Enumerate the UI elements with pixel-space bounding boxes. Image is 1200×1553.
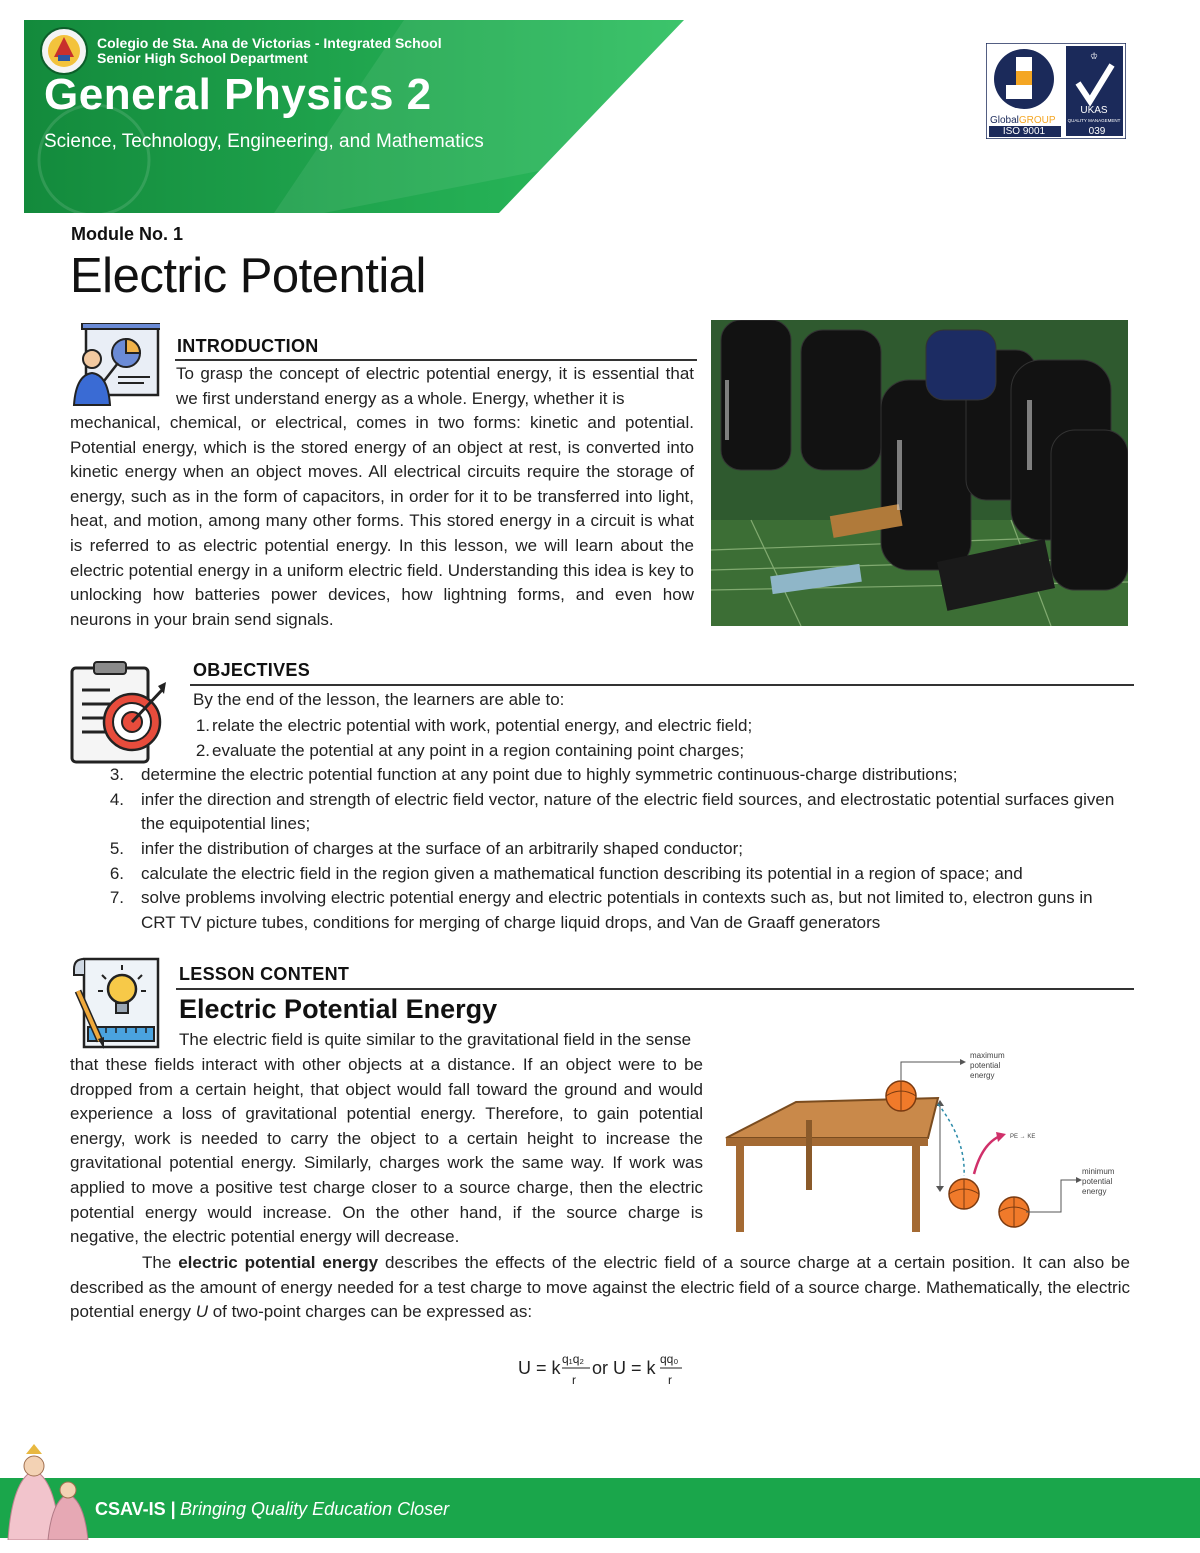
- objective-number: 4.: [109, 789, 124, 809]
- para2-end: of two-point charges can be expressed as:: [207, 1302, 533, 1322]
- min-label-line1: minimum: [1082, 1167, 1115, 1176]
- lesson-text: that these fields interact with other objects at a distance. If an object were to be dropped from a certain height, that object would fall toward the ground and would experience a loss of gravitational potential energy. Therefore, to gain potential energy, work is needed to carry the object to a certain height to increase the gravitational potential energy. Similarly, charges work the same way. If work was applied to move a positive test charge closer to a source charge, then the electric potential energy would increase. On the other hand, if the source charge is negative, the electric potential energy will decrease.: [70, 1055, 703, 1247]
- objective-text: infer the direction and strength of electric field vector, nature of the electric field sources, and electrostatic potential surfaces given the equipotential lines;: [141, 789, 1115, 834]
- max-label-line1: maximum: [970, 1051, 1005, 1060]
- presentation-icon: [72, 323, 160, 407]
- lesson-content-heading: LESSON CONTENT: [179, 964, 350, 984]
- pe-ke-label: PE → KE: [1010, 1134, 1036, 1140]
- objective-number: 5.: [109, 838, 124, 858]
- formula-numerator-1: q₁q₂: [562, 1352, 585, 1366]
- introduction-text: mechanical, chemical, or electrical, comes in two forms: kinetic and potential. Potential energy, which is the stored energy of an object at rest, is converted into kinetic energy when an object moves. All electrical circuits require the storage of energy, such as in the form of capacitors, in order for it to be transferred into light, heat, and motion, among many other forms. This stored energy in a circuit is what is referred to as electric potential energy. In this lesson, we will learn about the electric potential energy in a uniform electric field. Understanding this idea is key to unlocking how batteries power devices, how lightning forms, and even how neurons in your brain send signals.: [70, 413, 694, 629]
- module-number: Module No. 1: [71, 224, 183, 244]
- module-title: Electric Potential: [70, 249, 426, 303]
- introduction-divider: [175, 359, 697, 361]
- objective-item: [70, 862, 1130, 887]
- introduction-text-top: To grasp the concept of electric potential energy, it is essential that we first understand energy as a whole. Energy, whether it is: [176, 364, 694, 408]
- objective-item: [70, 714, 1130, 739]
- formula-denominator-2: r: [668, 1373, 672, 1387]
- school-name: Colegio de Sta. Ana de Victorias - Integrated School: [97, 35, 442, 51]
- objectives-heading: OBJECTIVES: [193, 660, 311, 680]
- objective-text: solve problems involving electric potential energy and electric potentials in contexts such as, but not limited to, electron guns in CRT TV picture tubes, conditions for merging of charge liquid drops, and Van de Graaff generators: [141, 888, 1093, 932]
- objective-item: [70, 886, 1130, 935]
- iso-certification-badge: [986, 43, 1126, 139]
- subject-title: General Physics 2: [44, 70, 432, 119]
- global-label-b: GROUP: [1018, 115, 1056, 126]
- objective-number: 1.: [195, 716, 210, 735]
- para2-start: The: [142, 1253, 179, 1272]
- lightbulb-idea-icon: [70, 955, 162, 1051]
- objective-text: infer the distribution of charges at the surface of an arbitrarily shaped conductor;: [141, 838, 743, 858]
- introduction-heading: INTRODUCTION: [177, 336, 319, 356]
- objective-item: [70, 788, 1130, 837]
- objective-text: calculate the electric field in the region given a mathematical function describing its potential in a region of space; and: [141, 863, 1023, 883]
- patron-figure-icon: [4, 1440, 94, 1540]
- min-label-line2: potential: [1082, 1177, 1113, 1186]
- objectives-lead: By the end of the lesson, the learners are able to:: [193, 690, 565, 709]
- objectives-divider: [190, 684, 1134, 686]
- potential-energy-diagram: [716, 1040, 1136, 1240]
- objective-item: [70, 739, 1130, 764]
- formula-or: or U = k: [592, 1358, 656, 1378]
- lesson-text-top: The electric field is quite similar to the gravitational field in the sense: [179, 1030, 692, 1049]
- footer-brand: CSAV-IS |: [95, 1499, 176, 1519]
- ukas-label: UKAS: [1080, 105, 1108, 116]
- para2-middle: describes the effects of the electric field of a source charge at a certain position. It can also be described as the amount of energy needed for a test charge to move against the electric field of a source charge. Mathematically, the electric potential energy: [70, 1253, 1130, 1322]
- formula-lhs: U = k: [518, 1358, 561, 1378]
- min-label-line3: energy: [1082, 1187, 1107, 1196]
- objective-number: 3.: [109, 765, 124, 785]
- objective-item: [70, 837, 1130, 862]
- objective-number: 2.: [195, 740, 210, 760]
- global-label-a: Global: [990, 115, 1019, 126]
- iso-label: ISO 9001: [1002, 126, 1046, 137]
- lesson-paragraph-2: [70, 1251, 1130, 1325]
- svg-text:GlobalGROUP: [990, 115, 1056, 126]
- svg-text:♔: ♔: [1089, 52, 1099, 62]
- strand-name: Science, Technology, Engineering, and Mathematics: [44, 131, 484, 152]
- objectives-list: [70, 714, 1130, 935]
- max-label-line3: energy: [970, 1071, 995, 1080]
- objective-item: [70, 763, 1130, 788]
- objective-number: 7.: [109, 888, 124, 908]
- max-label-line2: potential: [970, 1061, 1001, 1070]
- lesson-content-divider: [176, 988, 1134, 990]
- formula-denominator-1: r: [572, 1373, 576, 1387]
- department-name: Senior High School Department: [97, 50, 308, 66]
- ukas-number: 039: [1088, 126, 1106, 137]
- para2-bold-term: electric potential energy: [178, 1253, 379, 1272]
- para2-variable: U: [195, 1302, 208, 1322]
- objective-text: determine the electric potential function at any point due to highly symmetric continuous-charge distributions;: [141, 765, 958, 785]
- school-seal-icon: [40, 27, 88, 75]
- formula-numerator-2: qq₀: [660, 1352, 679, 1366]
- circuit-board-photo: [711, 320, 1128, 626]
- lesson-subheading: Electric Potential Energy: [179, 994, 498, 1024]
- objective-text: relate the electric potential with work, potential energy, and electric field;: [212, 716, 753, 735]
- objective-text: evaluate the potential at any point in a region containing point charges;: [212, 740, 745, 760]
- objective-number: 6.: [109, 863, 124, 883]
- footer-tagline: Bringing Quality Education Closer: [180, 1499, 450, 1519]
- ukas-sub-label: QUALITY MANAGEMENT: [1067, 118, 1121, 123]
- potential-energy-formula: [490, 1348, 710, 1388]
